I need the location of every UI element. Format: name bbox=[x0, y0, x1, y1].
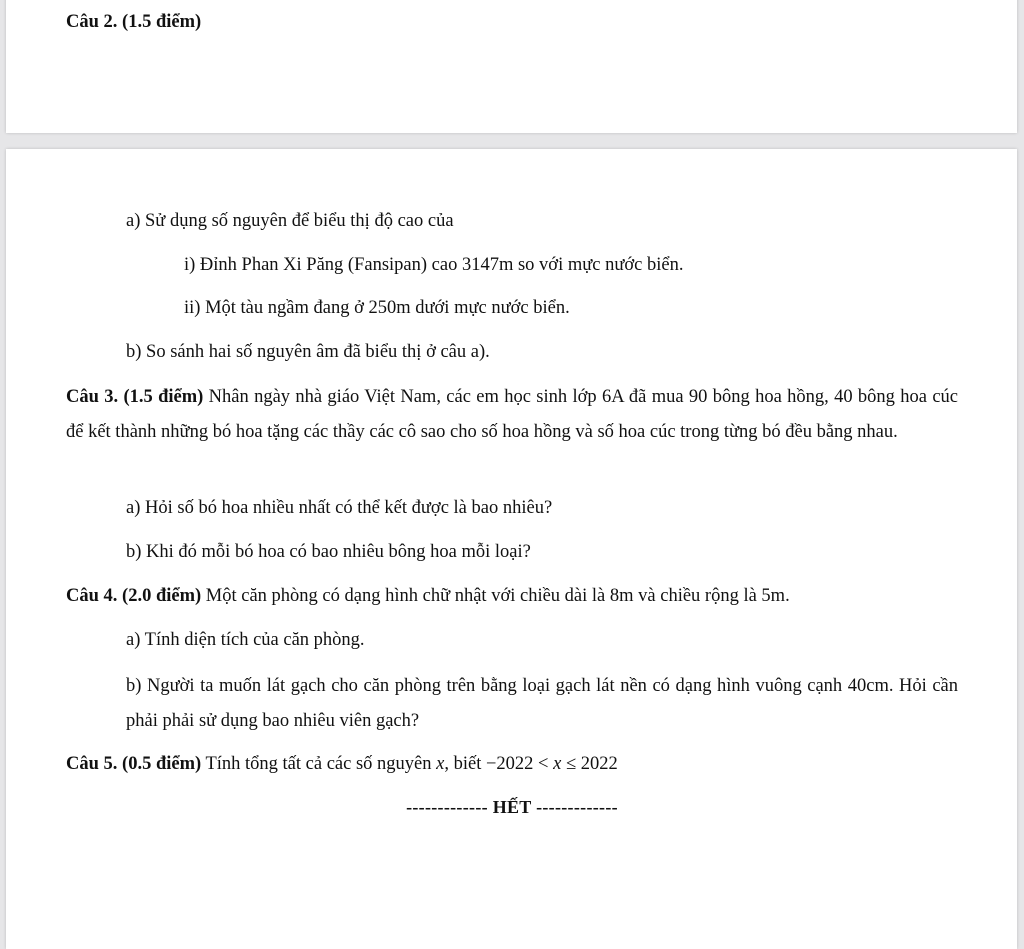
cau3-item-b: b) Khi đó mỗi bó hoa có bao nhiêu bông hoa mỗi loại? bbox=[126, 542, 531, 562]
cau2-item-a-i: i) Đỉnh Phan Xi Păng (Fansipan) cao 3147m so với mực nước biển. bbox=[184, 255, 684, 275]
cau5-inequality bbox=[486, 754, 618, 774]
cau4-label: Câu 4. bbox=[66, 586, 118, 606]
cau2-points: (1.5 điểm) bbox=[122, 12, 202, 32]
cau5-text-after: , biết bbox=[444, 754, 486, 774]
cau2-item-b: b) So sánh hai số nguyên âm đã biểu thị ở câu a). bbox=[126, 342, 490, 362]
cau5-var: x bbox=[436, 754, 445, 774]
cau4-item-b: b) Người ta muốn lát gạch cho căn phòng trên bằng loại gạch lát nền có dạng hình vuông cạnh 40cm. Hỏi cần phải phải sử dụng bao nhiêu viên gạch? bbox=[126, 676, 958, 731]
cau2-item-a: a) Sử dụng số nguyên để biểu thị độ cao của bbox=[126, 211, 454, 231]
cau5-math-left: −2022 < bbox=[485, 754, 554, 774]
cau4-item-a: a) Tính diện tích của căn phòng. bbox=[126, 630, 365, 650]
cau2-label: Câu 2. bbox=[66, 12, 118, 32]
cau5-text: Tính tổng tất cả các số nguyên bbox=[201, 754, 437, 774]
footer-het: ------------- HẾT ------------- bbox=[406, 797, 618, 817]
cau5-heading bbox=[66, 753, 618, 775]
cau3-text: Nhân ngày nhà giáo Việt Nam, các em học sinh lớp 6A đã mua 90 bông hoa hồng, 40 bông hoa cúc để kết thành những bó hoa tặng các thầy các cô sao cho số hoa hồng và số hoa cúc trong từng bó đều bằng nhau. bbox=[66, 387, 958, 442]
cau3-paragraph bbox=[66, 380, 958, 449]
cau5-points: (0.5 điểm) bbox=[122, 754, 202, 774]
cau2-item-a-ii: ii) Một tàu ngầm đang ở 250m dưới mực nước biển. bbox=[184, 298, 570, 318]
cau3-item-a: a) Hỏi số bó hoa nhiều nhất có thể kết được là bao nhiêu? bbox=[126, 498, 553, 518]
cau5-math-var: x bbox=[553, 754, 562, 774]
cau3-label: Câu 3. bbox=[66, 387, 119, 407]
cau4-heading bbox=[66, 585, 790, 607]
cau5-math-right: ≤ 2022 bbox=[561, 754, 618, 774]
cau5-label: Câu 5. bbox=[66, 754, 118, 774]
cau2-heading bbox=[66, 11, 201, 33]
cau4-text: Một căn phòng có dạng hình chữ nhật với chiều dài là 8m và chiều rộng là 5m. bbox=[201, 586, 790, 606]
cau4-points: (2.0 điểm) bbox=[122, 586, 202, 606]
cau3-points: (1.5 điểm) bbox=[123, 387, 204, 407]
